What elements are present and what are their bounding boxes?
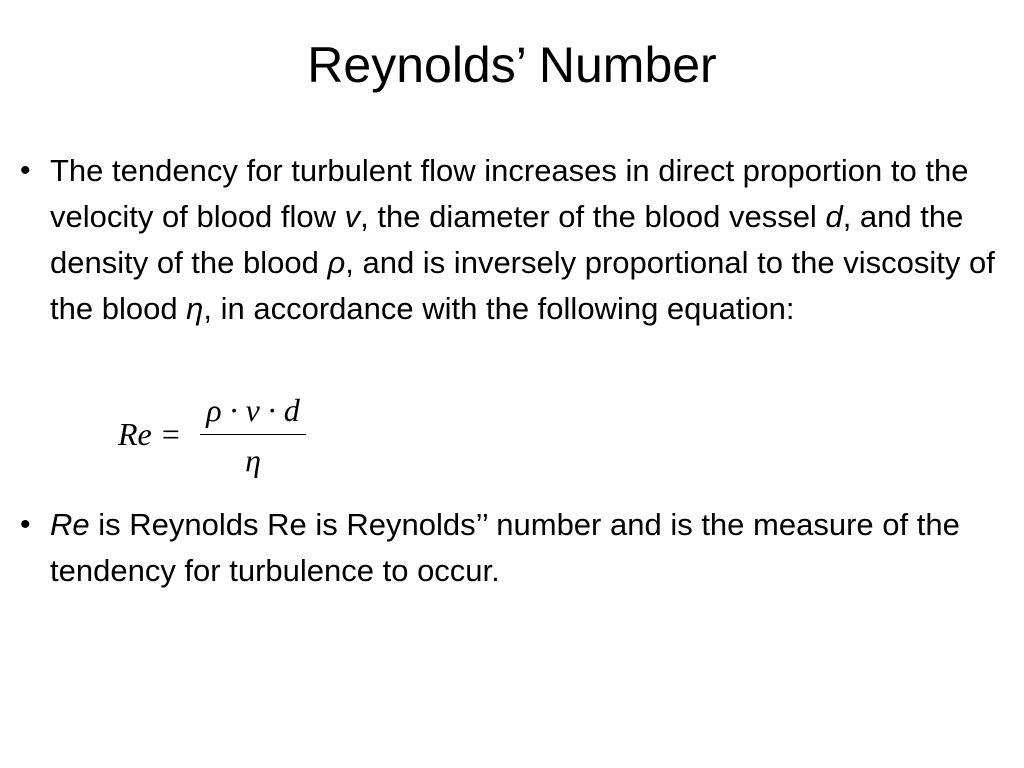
- slide-title: Reynolds’ Number: [307, 37, 717, 93]
- bullet-icon: •: [20, 508, 31, 541]
- bullet-text-part: , in accordance with the following equation:: [203, 291, 795, 326]
- density-symbol: ρ: [327, 245, 346, 280]
- bullet-text: [50, 148, 1010, 332]
- bullet-text-part: , and the density of the blood: [50, 199, 964, 280]
- reynolds-equation: [118, 392, 318, 482]
- equation-lhs: Re =: [118, 416, 182, 452]
- fraction-bar: [200, 434, 306, 435]
- bullet-text-part: The tendency for turbulent flow increases in direct proportion to the velocity of blood flow: [50, 153, 969, 234]
- velocity-symbol: v: [344, 199, 361, 234]
- bullet-text-part: is Reynolds Re is Reynolds’’ number and is the measure of the tendency for turbulence to occur.: [50, 507, 960, 588]
- bullet-text-part: , and is inversely proportional to the viscosity of the blood: [50, 245, 995, 326]
- equation-denominator: η: [245, 442, 261, 478]
- bullet-text: [50, 502, 1010, 594]
- bullet-icon: •: [20, 154, 31, 187]
- viscosity-symbol: η: [186, 291, 204, 326]
- equation-numerator: ρ · v · d: [206, 392, 300, 428]
- diameter-symbol: d: [825, 199, 843, 234]
- bullet-text-part: , the diameter of the blood vessel: [360, 199, 826, 234]
- reynolds-symbol: Re: [50, 507, 90, 542]
